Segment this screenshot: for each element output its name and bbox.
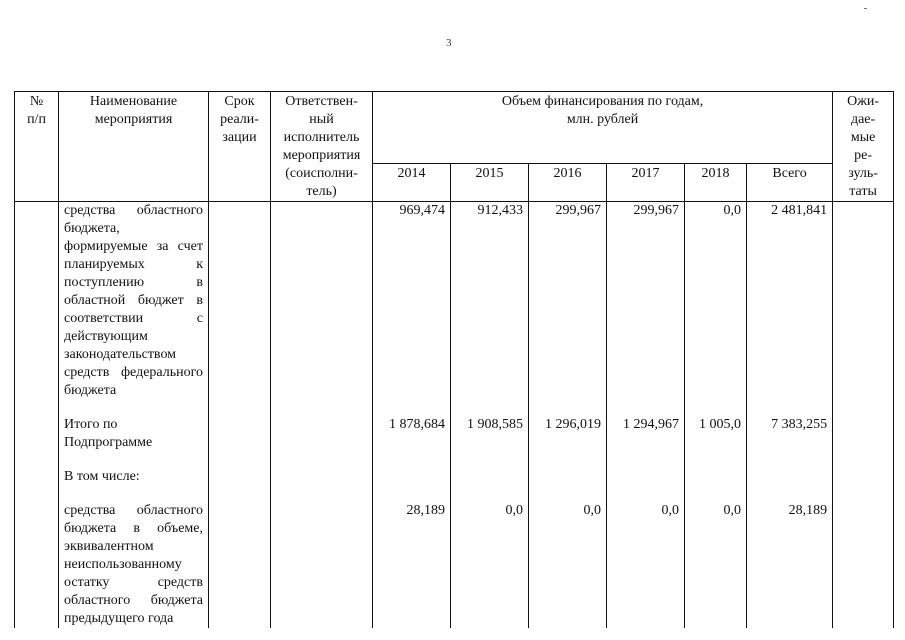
header-financing: Объем финансирования по годам, млн. рублей [373, 92, 833, 164]
cell-name: средства областного бюджета, формируемые за счет планируемых к поступлению в областной бюджет в соответствии с действующим законодательством средств федерального бюджета [59, 202, 209, 401]
table-row [15, 202, 894, 401]
cell-value: 1 005,0 [685, 416, 747, 452]
cell-expected [833, 502, 894, 628]
cell-number [15, 416, 59, 452]
cell-value: 299,967 [607, 202, 685, 401]
header-year: 2015 [451, 164, 529, 202]
cell-total: 7 383,255 [747, 416, 833, 452]
spacer-row [15, 452, 894, 468]
header-term: Срок реали- зации [209, 92, 271, 202]
cell-responsible [271, 202, 373, 401]
cell-value [451, 468, 529, 486]
table-row [15, 416, 894, 452]
cell-expected [833, 468, 894, 486]
cell-value: 0,0 [685, 202, 747, 401]
cell-value [529, 468, 607, 486]
cell-name: В том числе: [59, 468, 209, 486]
cell-term [209, 202, 271, 401]
corner-mark [864, 8, 867, 13]
cell-responsible [271, 416, 373, 452]
header-expected-results: Ожи- дае- мые ре- зуль- таты [833, 92, 894, 202]
header-responsible: Ответствен- ный исполнитель мероприятия (соисполни- тель) [271, 92, 373, 202]
cell-number [15, 468, 59, 486]
financing-table-container [14, 91, 893, 628]
cell-value: 0,0 [529, 502, 607, 628]
cell-name: средства областного бюджета в объеме, эквивалентном неиспользованному остатку средств областного бюджета предыдущего года [59, 502, 209, 628]
header-year: 2017 [607, 164, 685, 202]
cell-responsible [271, 502, 373, 628]
cell-term [209, 468, 271, 486]
cell-name: Итого по Подпрограмме [59, 416, 209, 452]
cell-expected [833, 202, 894, 401]
header-row-main [15, 92, 894, 164]
spacer-row [15, 400, 894, 416]
spacer-row [15, 486, 894, 502]
header-number: № п/п [15, 92, 59, 202]
table-row [15, 468, 894, 486]
header-year: 2016 [529, 164, 607, 202]
cell-value: 0,0 [451, 502, 529, 628]
cell-value: 28,189 [373, 502, 451, 628]
cell-number [15, 502, 59, 628]
cell-value [607, 468, 685, 486]
cell-term [209, 502, 271, 628]
cell-total [747, 468, 833, 486]
page-number: 3 [446, 37, 452, 49]
cell-number [15, 202, 59, 401]
cell-value: 0,0 [607, 502, 685, 628]
cell-value: 912,433 [451, 202, 529, 401]
header-year: 2018 [685, 164, 747, 202]
cell-value: 969,474 [373, 202, 451, 401]
cell-value: 1 294,967 [607, 416, 685, 452]
header-total: Всего [747, 164, 833, 202]
cell-value [373, 468, 451, 486]
header-name: Наименование мероприятия [59, 92, 209, 202]
financing-table [14, 91, 894, 628]
cell-term [209, 416, 271, 452]
cell-total: 2 481,841 [747, 202, 833, 401]
cell-value: 0,0 [685, 502, 747, 628]
cell-value: 299,967 [529, 202, 607, 401]
cell-value: 1 296,019 [529, 416, 607, 452]
cell-value [685, 468, 747, 486]
cell-value: 1 878,684 [373, 416, 451, 452]
table-body [15, 202, 894, 629]
table-header [15, 92, 894, 202]
table-row [15, 502, 894, 628]
cell-expected [833, 416, 894, 452]
header-year: 2014 [373, 164, 451, 202]
cell-responsible [271, 468, 373, 486]
cell-total: 28,189 [747, 502, 833, 628]
cell-value: 1 908,585 [451, 416, 529, 452]
